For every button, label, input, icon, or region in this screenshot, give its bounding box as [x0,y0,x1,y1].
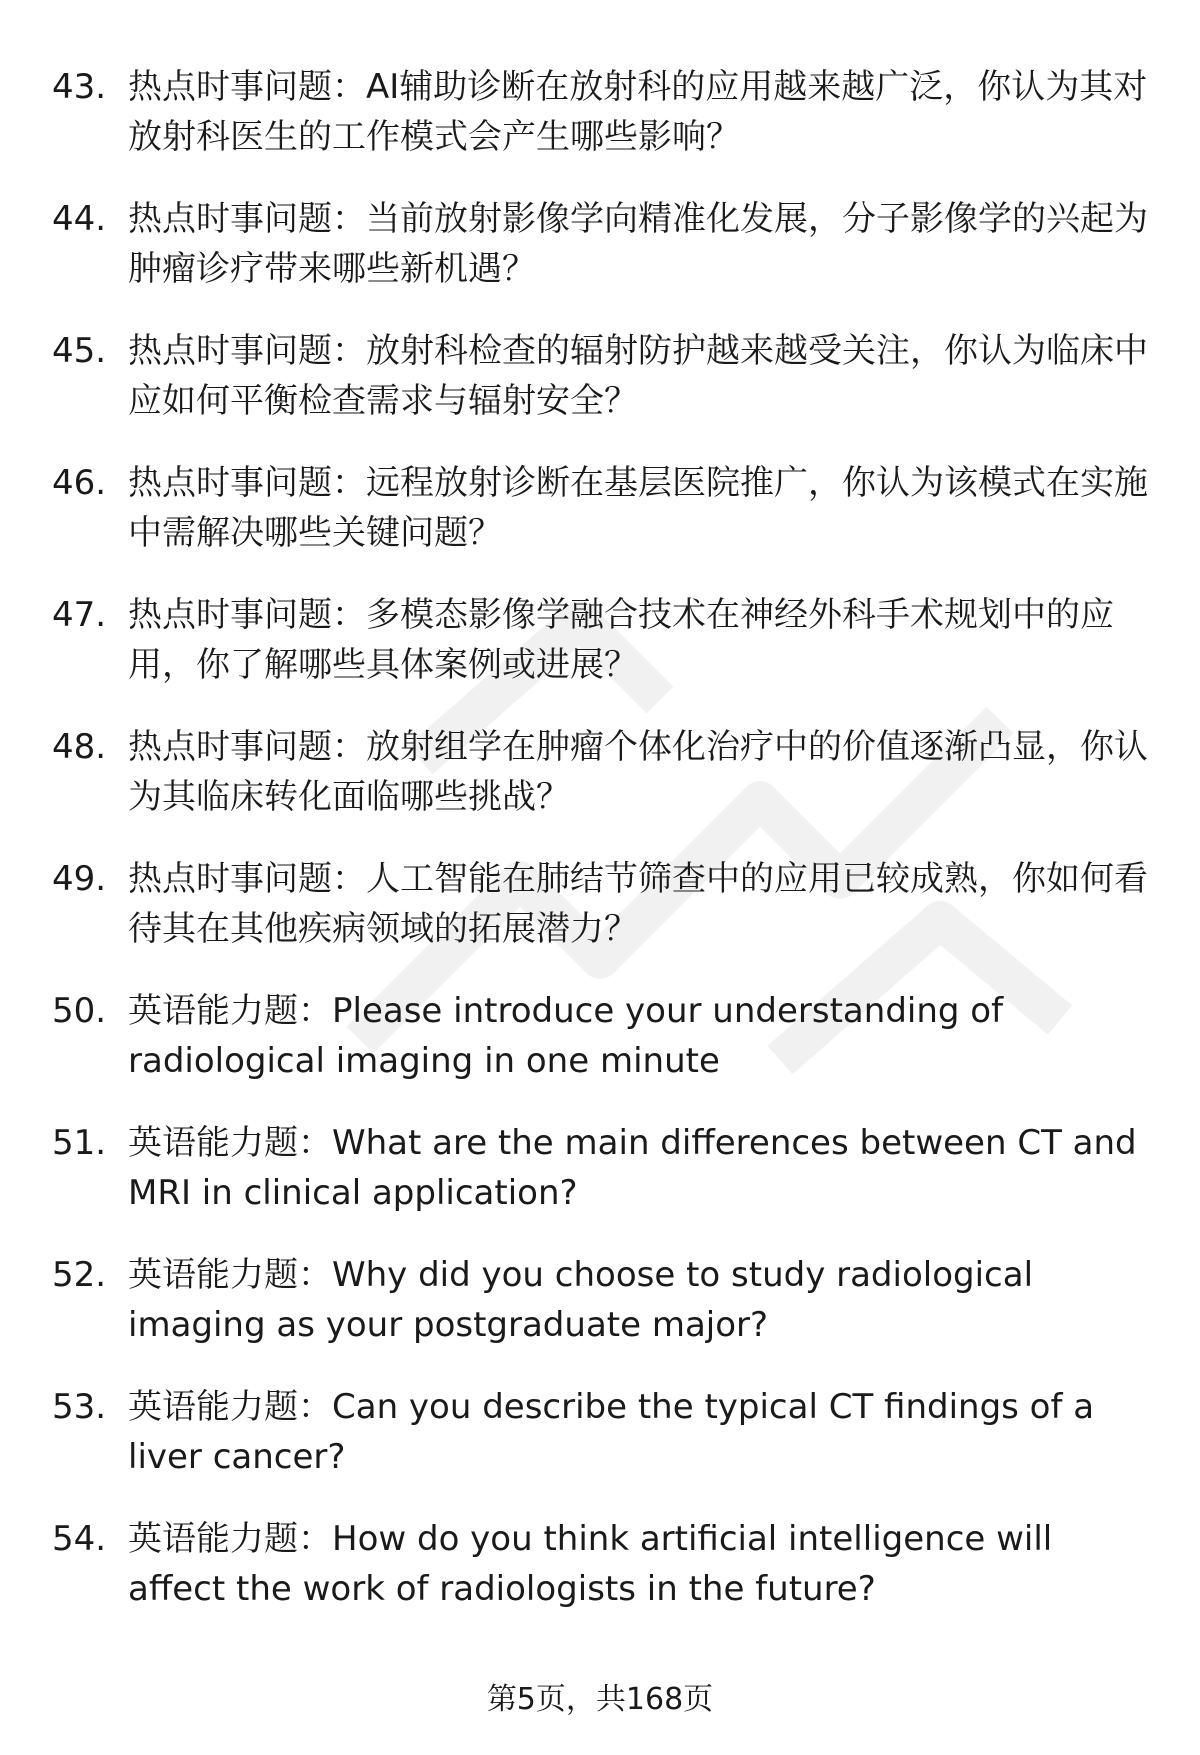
question-text: 英语能力题：What are the main differences between CT and MRI in clinical application? [128,1123,1137,1213]
question-list [0,62,1200,1646]
question-number: 45. [52,331,107,371]
question-text: 热点时事问题：AI辅助诊断在放射科的应用越来越广泛，你认为其对放射科医生的工作模式会产生哪些影响？ [128,67,1148,157]
question-item [0,854,1200,986]
question-item [0,1514,1200,1646]
question-number: 44. [52,199,107,239]
question-number: 43. [52,67,107,107]
question-item [0,326,1200,458]
page-footer: 第5页，共168页 [486,1682,714,1717]
question-text: 热点时事问题：远程放射诊断在基层医院推广，你认为该模式在实施中需解决哪些关键问题？ [128,463,1148,553]
question-number: 48. [52,727,107,767]
question-text: 英语能力题：Why did you choose to study radiological imaging as your postgraduate major? [128,1255,1034,1345]
question-text: 英语能力题：Can you describe the typical CT findings of a liver cancer? [128,1387,1095,1477]
question-number: 54. [52,1519,107,1559]
question-item [0,1382,1200,1514]
question-text: 英语能力题：How do you think artificial intelligence will affect the work of radiologists in the future? [128,1519,1053,1609]
question-text: 热点时事问题：人工智能在肺结节筛查中的应用已较成熟，你如何看待其在其他疾病领域的拓展潜力？ [128,859,1148,949]
question-number: 52. [52,1255,107,1295]
question-item [0,1118,1200,1250]
question-item [0,194,1200,326]
question-number: 51. [52,1123,107,1163]
question-item [0,62,1200,194]
question-text: 热点时事问题：当前放射影像学向精准化发展，分子影像学的兴起为肿瘤诊疗带来哪些新机遇？ [128,199,1148,289]
question-text: 热点时事问题：放射科检查的辐射防护越来越受关注，你认为临床中应如何平衡检查需求与辐射安全？ [128,331,1148,421]
question-number: 49. [52,859,107,899]
question-item [0,1250,1200,1382]
question-item [0,722,1200,854]
question-number: 46. [52,463,107,503]
question-item [0,458,1200,590]
question-number: 47. [52,595,107,635]
question-text: 英语能力题：Please introduce your understanding of radiological imaging in one minute [128,991,1004,1081]
question-text: 热点时事问题：放射组学在肿瘤个体化治疗中的价值逐渐凸显，你认为其临床转化面临哪些挑战？ [128,727,1148,817]
question-item [0,590,1200,722]
question-text: 热点时事问题：多模态影像学融合技术在神经外科手术规划中的应用，你了解哪些具体案例或进展？ [128,595,1114,685]
question-item [0,986,1200,1118]
question-number: 50. [52,991,107,1031]
question-number: 53. [52,1387,107,1427]
